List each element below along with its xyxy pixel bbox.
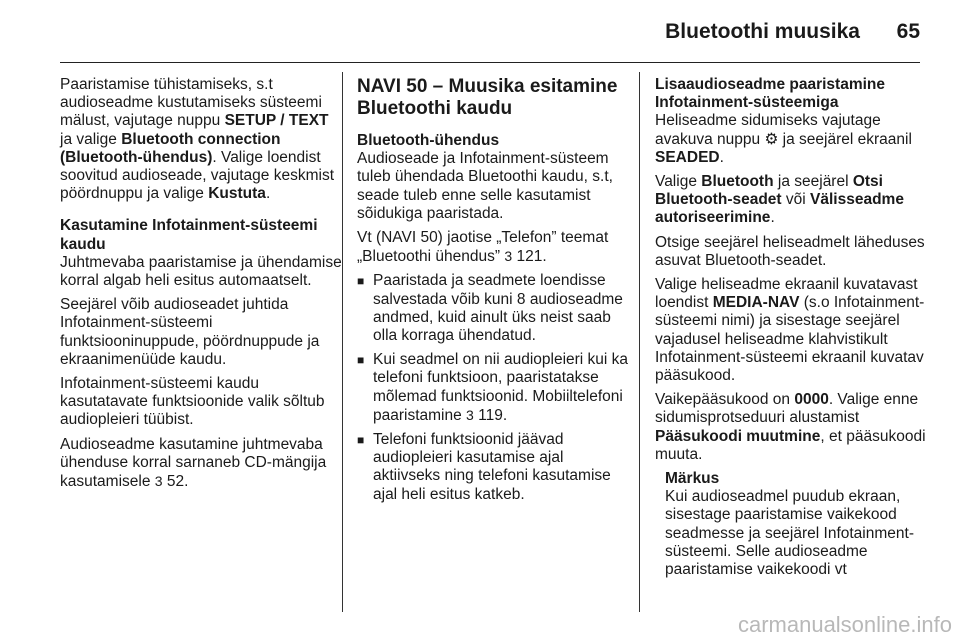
pairing-paragraph-1: Heliseadme sidumiseks vajutage avakuva nuppu ⚙ ja seejärel ekraanil SEADED. bbox=[655, 112, 912, 166]
pairing-paragraph-4: Valige heliseadme ekraanil kuvatavast loendist MEDIA-NAV (s.o Infotainment-süsteemi nimi) ja sisestage seejärel vajadusel heliseadme klahvistikult Infotainment-süsteemi ekraanil kuvatav pääsukood. bbox=[655, 276, 925, 385]
unpair-paragraph: Paaristamise tühistamiseks, s.t audioseadme kustutamiseks süsteemi mälust, vajutage nuppu SETUP / TEXT ja valige Bluetooth connection (Bluetooth-ühendus). Valige loendist soovitud audioseade, vajutage keskmist pöördnuppu ja valige Kustuta. bbox=[60, 76, 334, 203]
seaded-label: SEADED bbox=[655, 148, 720, 166]
connection-heading: Bluetooth-ühendus bbox=[357, 132, 500, 149]
usage-paragraph-2: Seejärel võib audioseadet juhtida Infotainment-süsteemi funktsiooninuppude, pöördnuppude ja ekraanimenüüde kaudu. bbox=[60, 296, 320, 368]
page-ref-icon: 3 bbox=[504, 248, 513, 265]
column-divider-1 bbox=[342, 72, 343, 612]
list-item: ■ Kui seadmel on nii audiopleieri kui ka telefoni funktsioon, paaristatakse mõlemad funktsioonid. Mobiiltelefoni paaristamine 3 119. bbox=[357, 351, 629, 425]
column-left bbox=[60, 76, 342, 497]
setup-text-key: SETUP / TEXT bbox=[224, 112, 329, 130]
pairing-paragraph-3: Otsige seejärel heliseadmelt läheduses asuvat Bluetooth-seadet. bbox=[655, 233, 925, 269]
search-device-option: Otsi Bluetooth-seadet bbox=[655, 173, 883, 209]
page-header bbox=[60, 20, 920, 63]
section-heading: NAVI 50 – Muusika esitamine Bluetoothi kaudu bbox=[357, 76, 618, 119]
note-title: Märkus bbox=[665, 470, 720, 488]
usage-paragraph-3: Infotainment-süsteemi kaudu kasutatavate funktsioonide valik sõltub audiopleieri tüübist. bbox=[60, 375, 325, 429]
authorize-device-option: Välisseadme autoriseerimine bbox=[655, 191, 904, 227]
bluetooth-option: Bluetooth bbox=[701, 173, 774, 191]
page-ref-icon: 3 bbox=[154, 473, 163, 490]
watermark: carmanualsonline.info bbox=[737, 612, 952, 637]
list-item: ■ Paaristada ja seadmete loendisse salvestada võib kuni 8 audioseadme andmed, kuid ainult üks neist saab olla korraga ühendatud. bbox=[357, 272, 629, 345]
pairing-paragraph-2: Valige Bluetooth ja seejärel Otsi Bluetooth-seadet või Välisseadme autoriseerimine. bbox=[655, 173, 904, 227]
gear-icon: ⚙ bbox=[764, 130, 779, 148]
media-nav-label: MEDIA-NAV bbox=[712, 294, 800, 312]
kustuta-option: Kustuta bbox=[208, 185, 266, 203]
pairing-heading: Lisaaudioseadme paaristamine Infotainment-süsteemiga bbox=[655, 76, 886, 112]
column-middle bbox=[357, 76, 629, 510]
list-item: ■ Telefoni funktsioonid jäävad audiopleieri kasutamise ajal aktiivseks ning telefoni kasutamise ajal heli esitus katkeb. bbox=[357, 431, 629, 504]
connection-paragraph: Audioseade ja Infotainment-süsteem tuleb ühendada Bluetoothi kaudu, s.t, seade tuleb enne selle kasutamist sõidukiga paaristada. bbox=[357, 150, 613, 222]
info-list bbox=[357, 272, 629, 503]
note-box bbox=[665, 470, 927, 579]
default-passcode: 0000 bbox=[794, 391, 829, 409]
page-title: Bluetoothi muusika bbox=[665, 20, 860, 43]
see-also-paragraph: Vt (NAVI 50) jaotise „Telefon” teemat „Bluetoothi ühendus” 3 121. bbox=[357, 229, 609, 266]
page-number: 65 bbox=[896, 20, 920, 43]
usage-heading: Kasutamine Infotainment-süsteemi kaudu bbox=[60, 217, 318, 253]
change-passcode-option: Pääsukoodi muutmine bbox=[655, 427, 821, 445]
column-right bbox=[655, 76, 927, 585]
column-divider-2 bbox=[639, 72, 640, 612]
page-ref-icon: 3 bbox=[466, 406, 474, 423]
usage-paragraph-4: Audioseadme kasutamine juhtmevaba ühenduse korral sarnaneb CD-mängija kasutamisele 3 52. bbox=[60, 435, 327, 491]
bluetooth-connection-menu: Bluetooth connection (Bluetooth-ühendus) bbox=[60, 130, 281, 166]
pairing-paragraph-5: Vaikepääsukood on 0000. Valige enne sidumisprotseduuri alustamist Pääsukoodi muutmine, et pääsukoodi muuta. bbox=[655, 391, 926, 463]
note-text: Kui audioseadmel puudub ekraan, sisestage paaristamise vaikekood seadmesse ja seejärel Infotainment-süsteemi. Selle audioseadme paaristamise vaikekoodi vt bbox=[665, 488, 914, 579]
usage-paragraph-1: Juhtmevaba paaristamise ja ühendamise korral algab heli esitus automaatselt. bbox=[60, 253, 342, 290]
